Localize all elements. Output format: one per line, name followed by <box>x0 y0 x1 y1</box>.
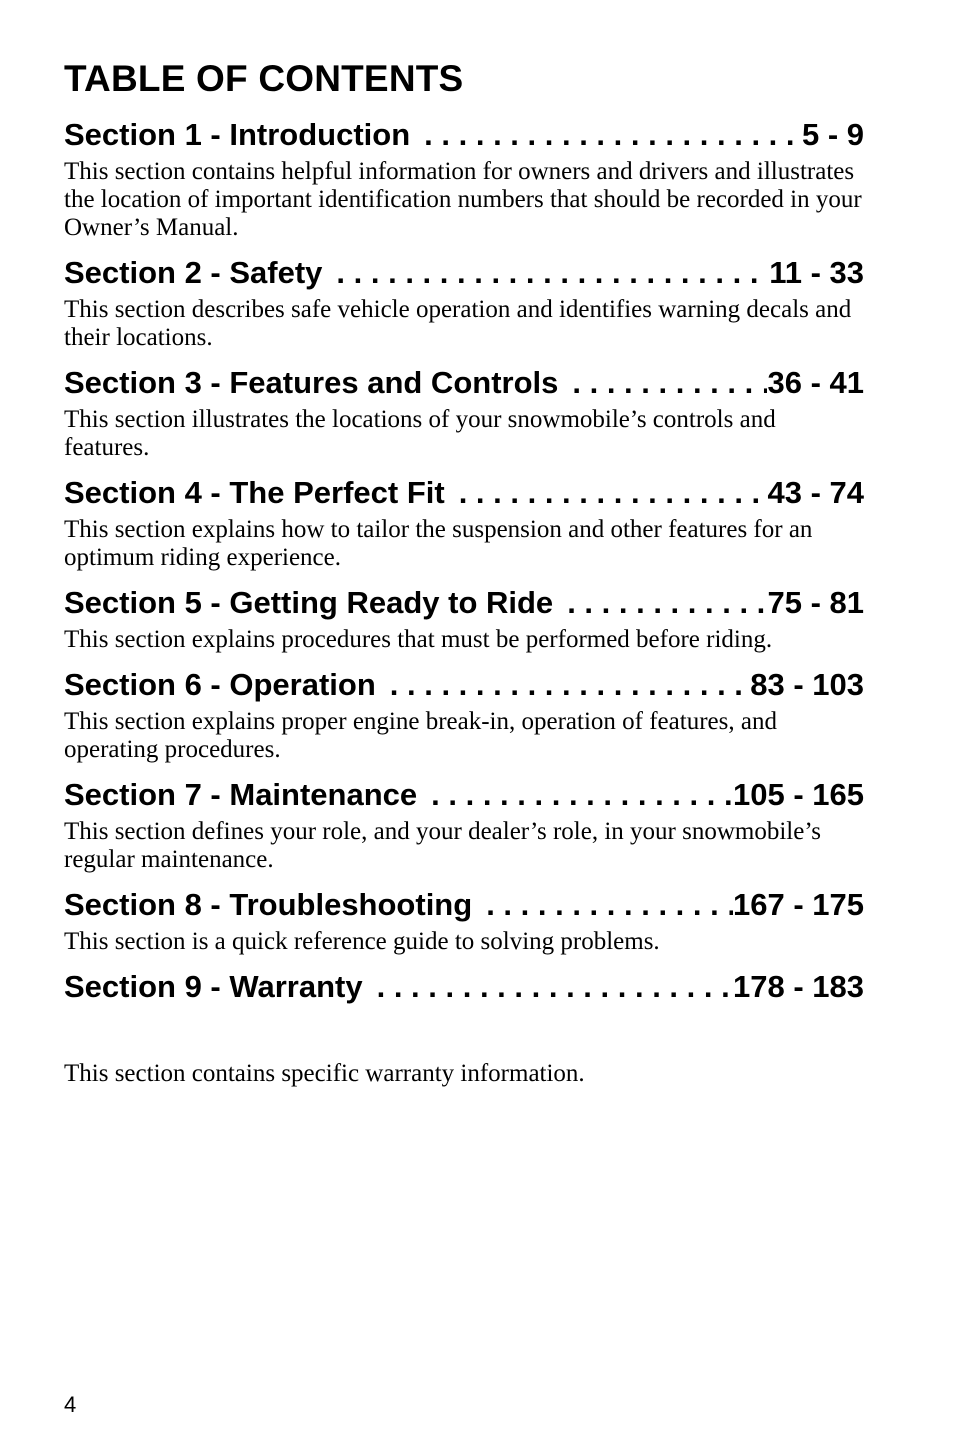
section-description: This section contains helpful information for owners and drivers and illustrates the location of important identification numbers that should be recorded in your Owner’s Manual. <box>64 158 862 241</box>
section-description: This section explains procedures that must be performed before riding. <box>64 626 773 653</box>
toc-entry-heading <box>64 776 864 814</box>
dot-leader <box>553 584 767 622</box>
toc-entry-section-7 <box>64 776 864 874</box>
toc-entry-heading <box>64 116 864 154</box>
section-page-range: 43 - 74 <box>767 475 864 510</box>
section-description: This section contains specific warranty information. <box>64 1060 585 1087</box>
section-page-range: 11 - 33 <box>769 255 864 290</box>
toc-entry-heading <box>64 364 864 402</box>
page-number: 4 <box>64 1392 77 1417</box>
toc-entry-section-5 <box>64 584 864 654</box>
section-description: This section explains proper engine break-in, operation of features, and operating procedures. <box>64 708 777 763</box>
section-description: This section is a quick reference guide to solving problems. <box>64 928 660 955</box>
section-name: Section 3 - Features and Controls <box>64 365 559 400</box>
section-page-range: 178 - 183 <box>733 969 864 1004</box>
section-description: This section defines your role, and your dealer’s role, in your snowmobile’s regular maintenance. <box>64 818 822 873</box>
section-page-range: 75 - 81 <box>767 585 864 620</box>
section-name: Section 2 - Safety <box>64 255 323 290</box>
dot-leader <box>417 776 733 814</box>
dot-leader <box>363 968 733 1006</box>
dot-leader <box>322 254 769 292</box>
toc-entry-section-3 <box>64 364 864 462</box>
toc-entry-section-2 <box>64 254 864 352</box>
section-description: This section illustrates the locations of your snowmobile’s controls and features. <box>64 406 776 461</box>
toc-entry-section-9 <box>64 968 864 1088</box>
toc-entry-heading <box>64 666 864 704</box>
section-name: Section 1 - Introduction <box>64 117 411 152</box>
section-name: Section 6 - Operation <box>64 667 376 702</box>
dot-leader <box>445 474 768 512</box>
toc-entry-section-8 <box>64 886 864 956</box>
toc-entry-heading <box>64 254 864 292</box>
section-page-range: 105 - 165 <box>733 777 864 812</box>
toc-entry-section-4 <box>64 474 864 572</box>
section-page-range: 167 - 175 <box>733 887 864 922</box>
dot-leader <box>410 116 802 154</box>
dot-leader <box>376 666 750 704</box>
dot-leader <box>558 364 767 402</box>
section-page-range: 83 - 103 <box>750 667 864 702</box>
toc-entry-heading <box>64 474 864 512</box>
section-name: Section 9 - Warranty <box>64 969 363 1004</box>
section-description: This section describes safe vehicle operation and identifies warning decals and their locations. <box>64 296 852 351</box>
toc-entry-heading <box>64 886 864 924</box>
toc-entry-section-1 <box>64 116 864 242</box>
section-name: Section 7 - Maintenance <box>64 777 418 812</box>
section-page-range: 36 - 41 <box>767 365 864 400</box>
section-name: Section 8 - Troubleshooting <box>64 887 473 922</box>
page-title: TABLE OF CONTENTS <box>64 58 464 99</box>
dot-leader <box>472 886 733 924</box>
section-page-range: 5 - 9 <box>801 117 864 152</box>
toc-entry-heading <box>64 968 864 1006</box>
section-name: Section 4 - The Perfect Fit <box>64 475 445 510</box>
section-description: This section explains how to tailor the suspension and other features for an optimum riding experience. <box>64 516 813 571</box>
toc-entry-heading <box>64 584 864 622</box>
toc-entry-section-6 <box>64 666 864 764</box>
toc-page <box>64 56 864 1100</box>
section-name: Section 5 - Getting Ready to Ride <box>64 585 554 620</box>
